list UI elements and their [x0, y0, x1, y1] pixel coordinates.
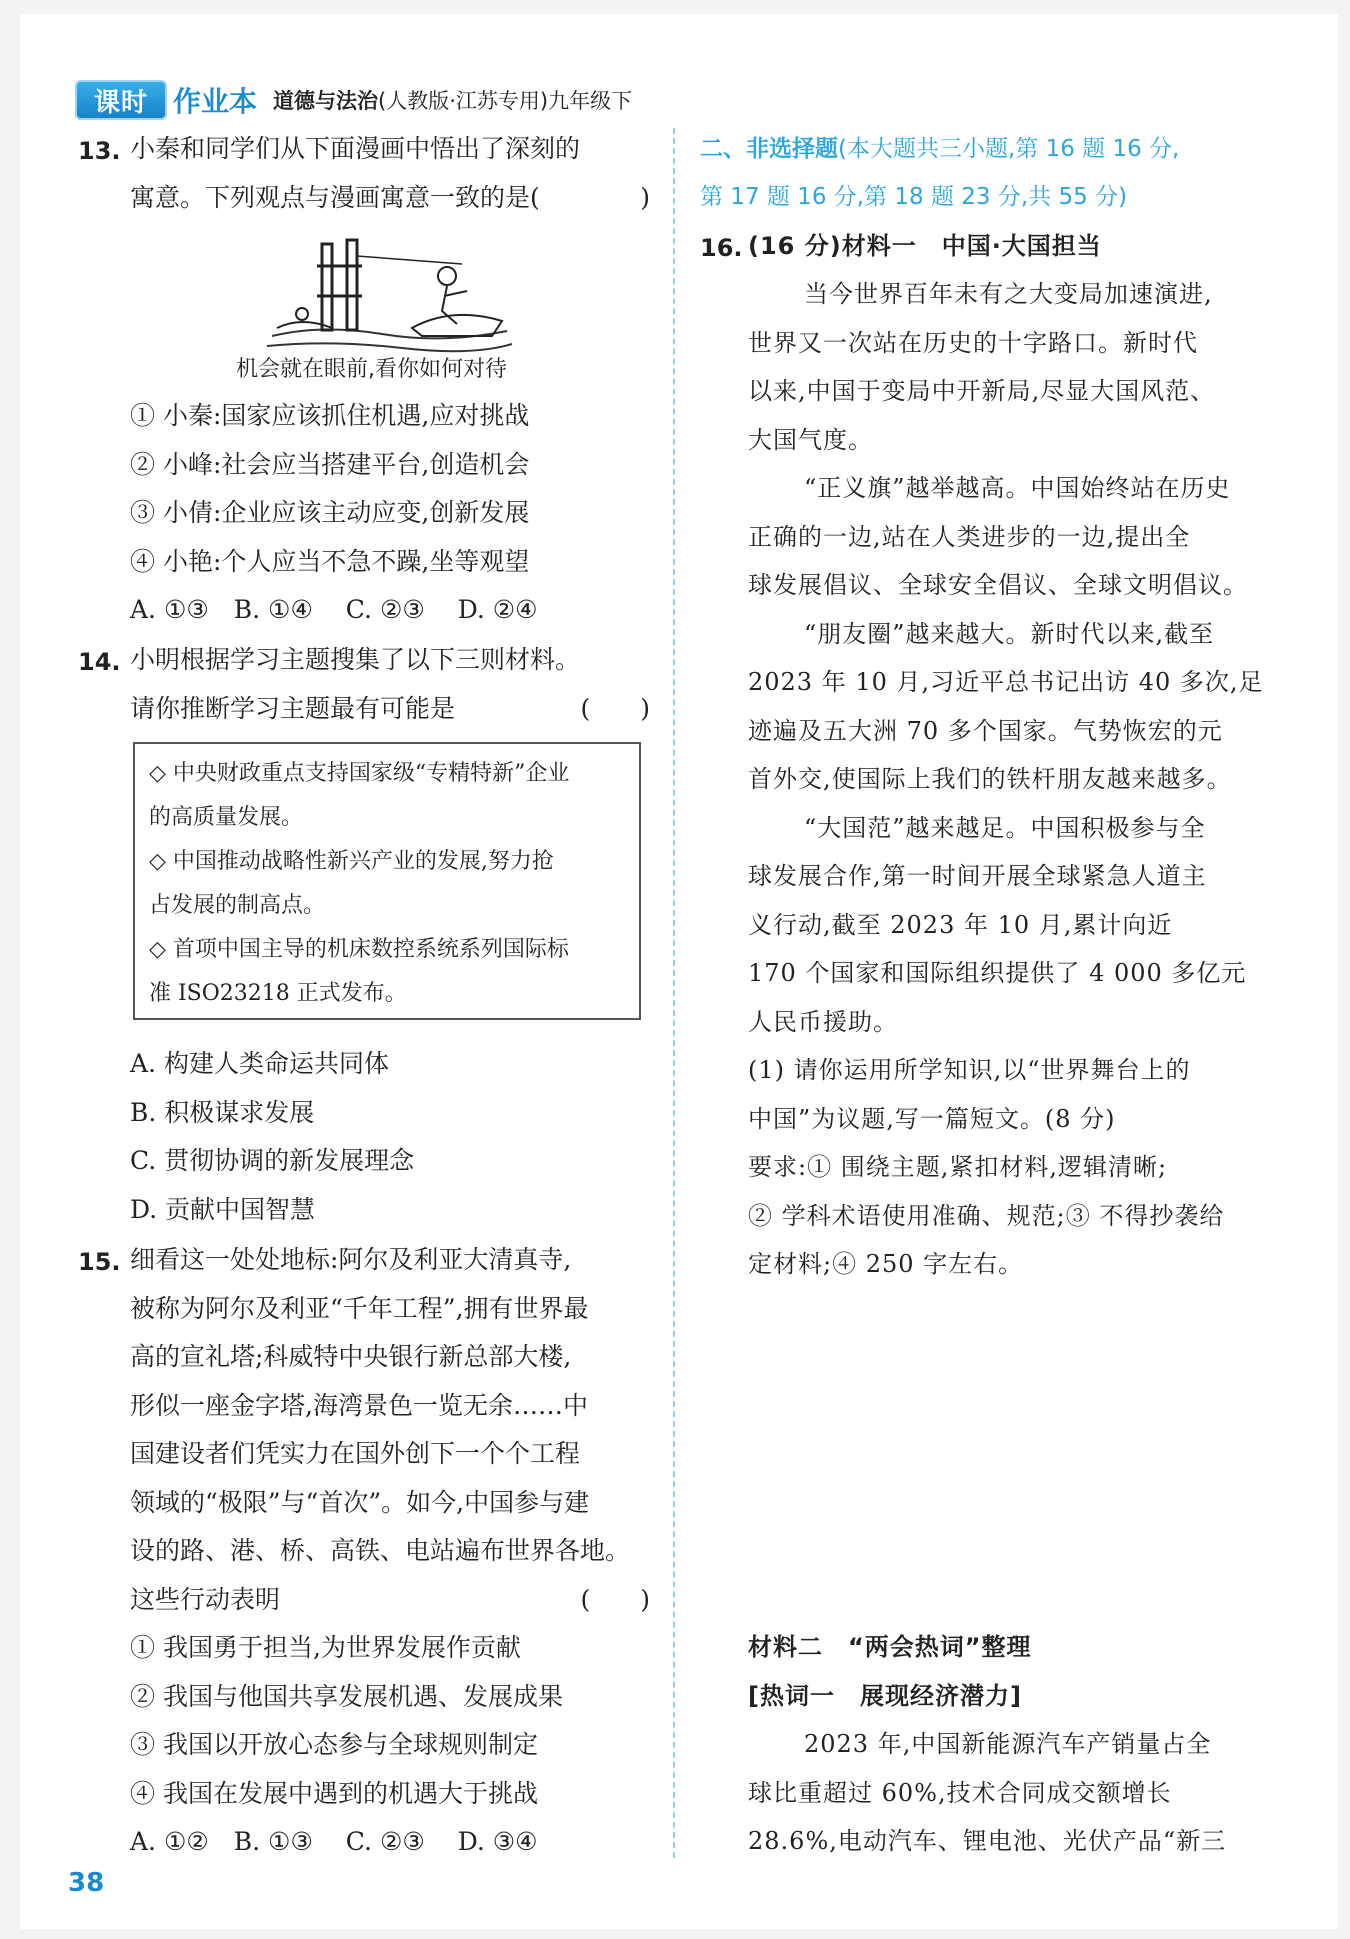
logo-tail: 作业本	[173, 85, 258, 118]
hot-word-heading: [热词一 展现经济潜力]	[748, 1681, 1022, 1710]
page-header	[75, 78, 632, 122]
task-line: (1) 请你运用所学知识,以“世界舞台上的	[748, 1056, 1191, 1084]
option-item: C. 贯彻协调的新发展理念	[130, 1146, 415, 1175]
box-line: ◇ 中国推动战略性新兴产业的发展,努力抢	[149, 849, 554, 874]
column-divider	[673, 128, 675, 1858]
para-line: 球比重超过 60%,技术合同成交额增长	[748, 1778, 1172, 1807]
para-line: 首外交,使国际上我们的铁杆朋友越来越多。	[748, 765, 1232, 793]
stem-text: 请你推断学习主题最有可能是	[130, 693, 456, 723]
stem-line: 高的宣礼塔;科威特中央银行新总部大楼,	[130, 1342, 572, 1371]
answer-paren: )	[640, 182, 650, 212]
task-line: 定材料;④ 250 字左右。	[748, 1250, 1024, 1278]
stem-line	[130, 685, 650, 734]
para-line: 世界又一次站在历史的十字路口。新时代	[748, 328, 1198, 357]
stem-line: 形似一座金字塔,海湾景色一览无余……中	[130, 1390, 588, 1420]
stem-line: 小明根据学习主题搜集了以下三则材料。	[130, 645, 581, 674]
option-item: ① 小秦:国家应该抓住机遇,应对挑战	[130, 401, 530, 430]
task-line: 中国”为议题,写一篇短文。(8 分)	[748, 1104, 1116, 1133]
cartoon-caption: 机会就在眼前,看你如何对待	[236, 357, 507, 382]
para-line: 28.6%,电动汽车、锂电池、光伏产品“新三	[748, 1827, 1227, 1855]
book-subtitle	[273, 85, 632, 115]
para-line: 2023 年,中国新能源汽车产销量占全	[804, 1730, 1212, 1758]
question-number-13: 13.	[78, 137, 121, 165]
material-one-title: (16 分)材料一 中国·大国担当	[748, 232, 1102, 260]
question-15-stem	[130, 1236, 650, 1867]
answer-choices: A. ①② B. ①③ C. ②③ D. ③④	[130, 1827, 538, 1856]
option-item: A. 构建人类命运共同体	[130, 1049, 389, 1078]
section-detail: (本大题共三小题,第 16 题 16 分,	[838, 136, 1180, 162]
question-14-options	[130, 1040, 650, 1234]
para-line: 球发展合作,第一时间开展全球紧急人道主	[748, 862, 1207, 890]
stem-line: 被称为阿尔及利亚“千年工程”,拥有世界最	[130, 1293, 589, 1323]
option-item: ② 小峰:社会应当搭建平台,创造机会	[130, 449, 530, 479]
box-line: ◇ 中央财政重点支持国家级“专精特新”企业	[149, 761, 570, 786]
cartoon-illustration	[262, 236, 514, 354]
stem-line: 领域的“极限”与“首次”。如今,中国参与建	[130, 1487, 590, 1517]
para-line: 大国气度。	[748, 425, 873, 454]
stem-line: 小秦和同学们从下面漫画中悟出了深刻的	[130, 134, 581, 163]
logo-text: 课时	[93, 87, 148, 118]
para-line: 人民币援助。	[748, 1007, 898, 1036]
task-line: ② 学科术语使用准确、规范;③ 不得抄袭给	[748, 1201, 1225, 1230]
question-number-15: 15.	[78, 1248, 121, 1276]
option-item: ④ 小艳:个人应当不急不躁,坐等观望	[130, 546, 530, 576]
box-line: 的高质量发展。	[149, 805, 304, 830]
para-line: 当今世界百年未有之大变局加速演进,	[804, 280, 1213, 308]
option-item: ③ 小倩:企业应该主动应变,创新发展	[130, 498, 530, 527]
section-title-label: 二、非选择题	[700, 136, 838, 162]
option-item: ② 我国与他国共享发展机遇、发展成果	[130, 1681, 563, 1711]
option-item: ① 我国勇于担当,为世界发展作贡献	[130, 1633, 521, 1662]
stem-text: 寓意。下列观点与漫画寓意一致的是(	[130, 182, 540, 212]
section-heading	[700, 125, 1179, 221]
para-line: “朋友圈”越来越大。新时代以来,截至	[804, 619, 1215, 648]
answer-paren: ( )	[580, 693, 650, 723]
para-line: 170 个国家和国际组织提供了 4 000 多亿元	[748, 959, 1247, 987]
question-16-head	[748, 222, 1288, 271]
material-two-title: 材料二 “两会热词”整理	[748, 1633, 1032, 1661]
material-box	[133, 742, 641, 1020]
brand-logo	[75, 80, 167, 120]
para-line: “大国范”越来越足。中国积极参与全	[804, 813, 1206, 842]
question-13-stem	[130, 125, 650, 222]
para-line: 以来,中国于变局中开新局,尽显大国风范、	[748, 377, 1216, 405]
stem-line: 国建设者们凭实力在国外创下一个个工程	[130, 1439, 581, 1468]
question-16-material	[748, 270, 1288, 1289]
option-item: B. 积极谋求发展	[130, 1097, 315, 1127]
box-line: ◇ 首项中国主导的机床数控系统系列国际标	[149, 937, 569, 962]
option-item: ③ 我国以开放心态参与全球规则制定	[130, 1730, 538, 1759]
question-number-14: 14.	[78, 648, 121, 676]
para-line: 义行动,截至 2023 年 10 月,累计向近	[748, 910, 1173, 939]
question-number-16: 16.	[700, 234, 743, 262]
stem-line: 设的路、港、桥、高铁、电站遍布世界各地。	[130, 1536, 631, 1565]
subject-name: 道德与法治	[273, 89, 379, 113]
stem-line: 细看这一处处地标:阿尔及利亚大清真寺,	[130, 1245, 572, 1274]
option-item: ④ 我国在发展中遇到的机遇大于挑战	[130, 1778, 538, 1808]
para-line: 2023 年 10 月,习近平总书记出访 40 多次,足	[748, 668, 1264, 696]
para-line: 正确的一边,站在人类进步的一边,提出全	[748, 522, 1191, 551]
task-line: 要求:① 围绕主题,紧扣材料,逻辑清晰;	[748, 1153, 1168, 1181]
box-line: 占发展的制高点。	[149, 893, 326, 918]
question-14-stem	[130, 636, 650, 733]
stem-text: 这些行动表明	[130, 1584, 281, 1614]
material-two	[748, 1623, 1288, 1866]
stem-line	[130, 1576, 650, 1625]
answer-paren: ( )	[580, 1584, 650, 1614]
question-13-options	[130, 392, 650, 635]
edition-info: (人教版·江苏专用)九年级下	[378, 89, 633, 113]
para-line: 球发展倡议、全球安全倡议、全球文明倡议。	[748, 571, 1248, 599]
option-item: D. 贡献中国智慧	[130, 1194, 316, 1224]
para-line: 迹遍及五大洲 70 多个国家。气势恢宏的元	[748, 716, 1223, 745]
section-detail: 第 17 题 16 分,第 18 题 23 分,共 55 分)	[700, 184, 1128, 210]
box-line: 准 ISO23218 正式发布。	[149, 981, 407, 1006]
stem-line	[130, 174, 650, 223]
answer-choices: A. ①③ B. ①④ C. ②③ D. ②④	[130, 595, 538, 624]
page-number: 38	[68, 1868, 105, 1898]
para-line: “正义旗”越举越高。中国始终站在历史	[804, 474, 1231, 502]
